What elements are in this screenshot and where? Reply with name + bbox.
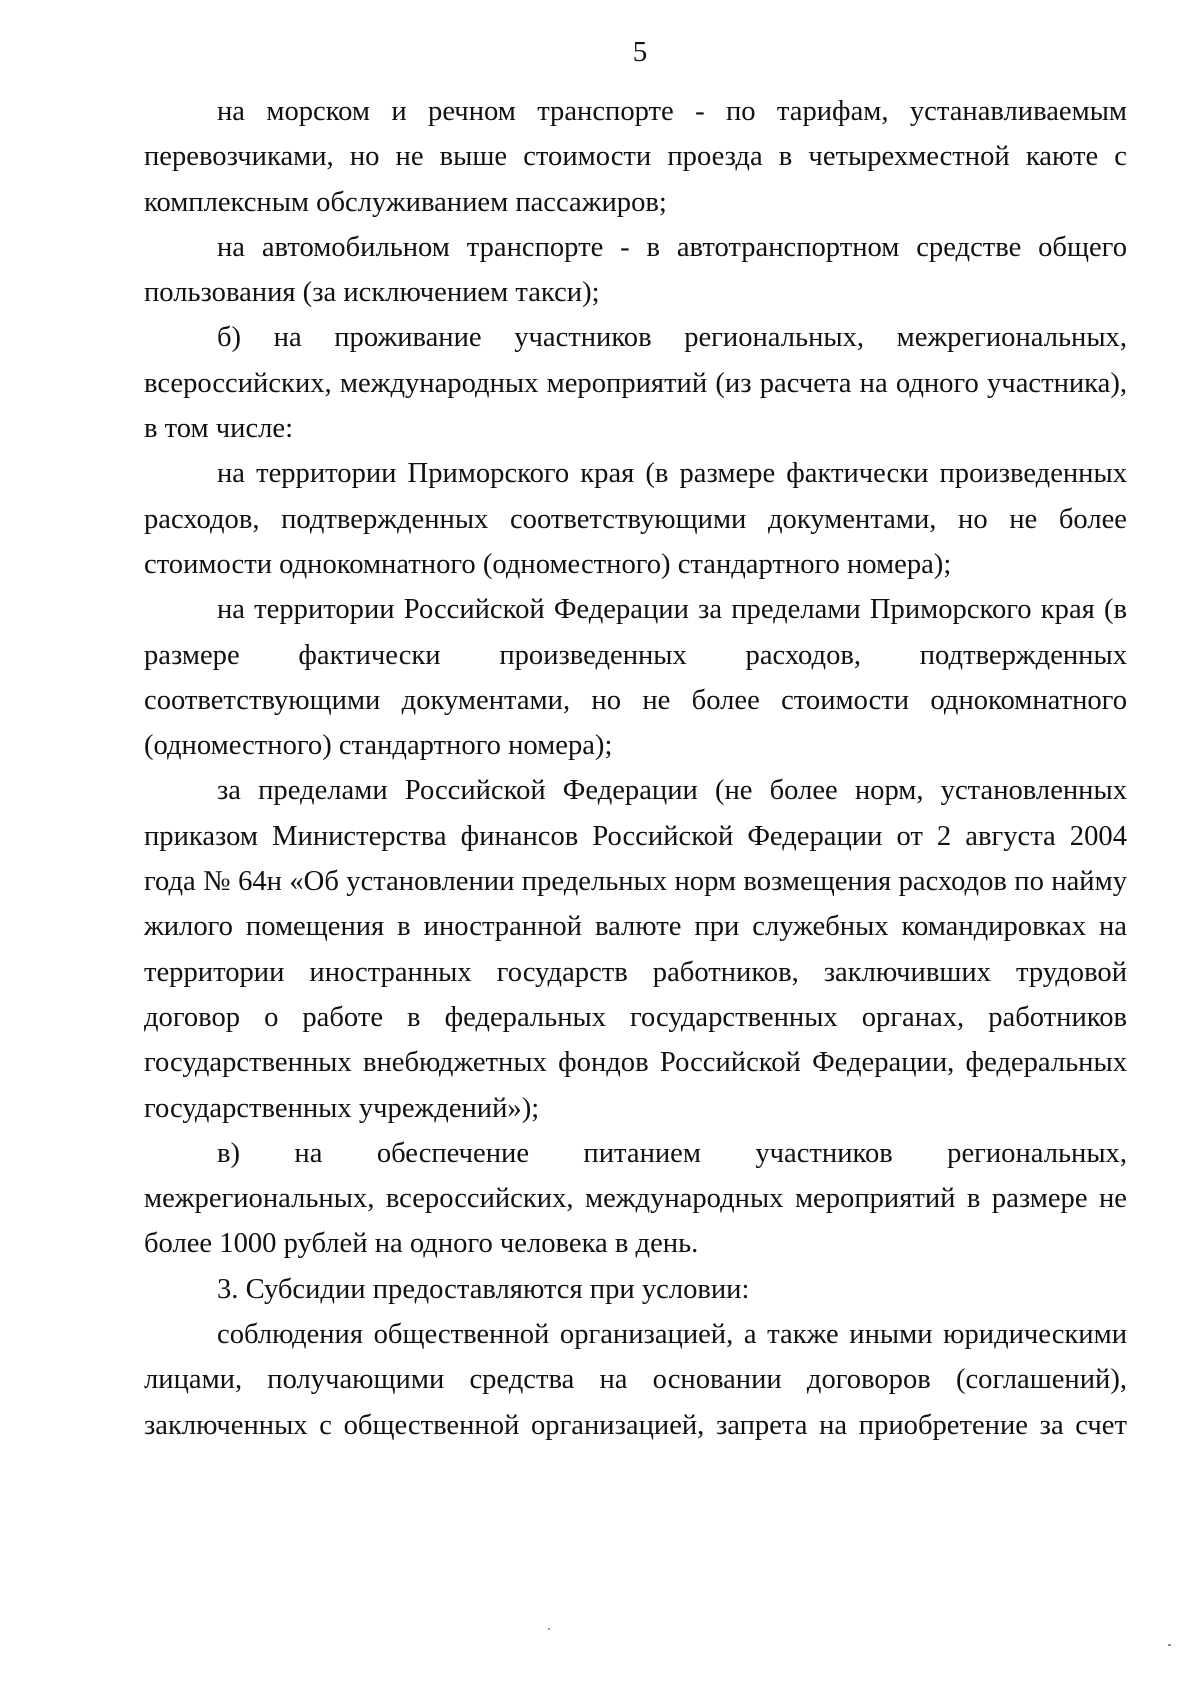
paragraph-sea-river-transport: на морском и речном транспорте - по тарифам, устанавливаемым перевозчиками, но не выше стоимости проезда в четырехместной каюте с комплексным обслуживанием пассажиров; [144, 96, 1127, 218]
document-body [144, 89, 1127, 1448]
paragraph-compliance: соблюдения общественной организацией, а также иными юридическими лицами, получающими средства на основании договоров (соглашений), заключенных с общественной организацией, запрета на приобретение за счет [144, 1319, 1127, 1441]
paragraph-road-transport: на автомобильном транспорте - в автотранспортном средстве общего пользования (за исключением такси); [144, 231, 1127, 309]
scan-speck [548, 1628, 550, 1630]
scan-speck [1168, 1644, 1171, 1646]
paragraph-accommodation: б) на проживание участников региональных, межрегиональных, всероссийских, международных мероприятий (из расчета на одного участника), в том числе: [144, 322, 1127, 445]
paragraph-primorsky-territory: на территории Приморского края (в размере фактически произведенных расходов, подтвержденных соответствующими документами, но не более стоимости однокомнатного (одноместного) стандартного номера); [144, 458, 1127, 580]
page-number: 5 [632, 36, 648, 68]
paragraph-subsidy-conditions: 3. Субсидии предоставляются при условии: [217, 1273, 750, 1305]
paragraph-abroad: за пределами Российской Федерации (не более норм, установленных приказом Министерства финансов Российской Федерации от 2 августа 2004 года № 64н «Об установлении предельных норм возмещения расходов по найму жилого помещения в иностранной валюте при служебных командировках на территории иностранных государств работников, заключивших трудовой договор о работе в федеральных государственных органах, работников государственных внебюджетных фондов Российской Федерации, федеральных государственных учреждений»); [144, 775, 1127, 1124]
paragraph-russian-federation: на территории Российской Федерации за пределами Приморского края (в размере фактически произведенных расходов, подтвержденных соответствующими документами, но не более стоимости однокомнатного (одноместного) стандартного номера); [144, 594, 1127, 762]
paragraph-meals: в) на обеспечение питанием участников региональных, межрегиональных, всероссийских, международных мероприятий в размере не более 1000 рублей на одного человека в день. [144, 1137, 1127, 1260]
